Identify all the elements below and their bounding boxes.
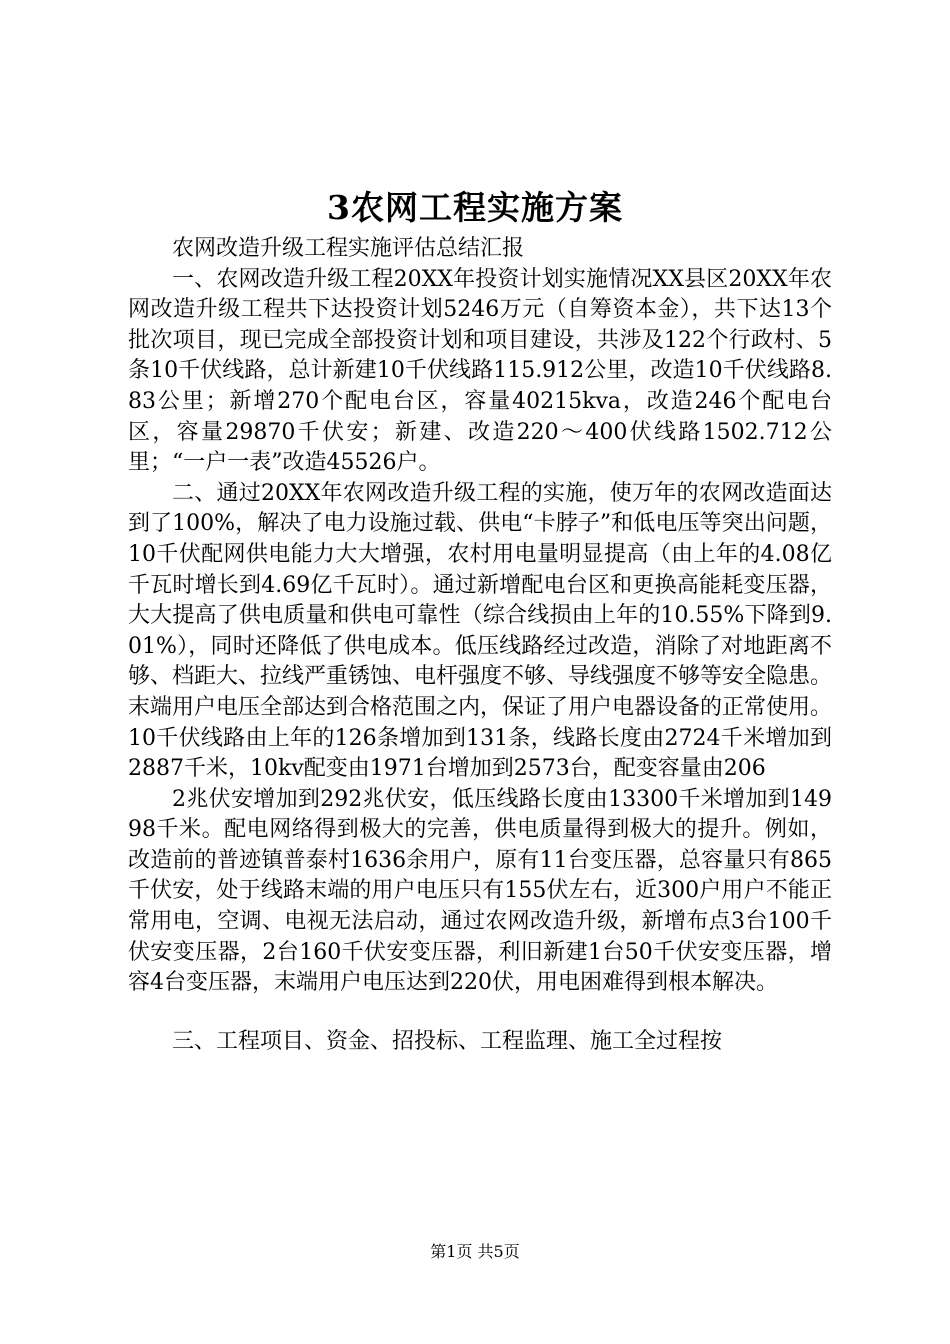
- paragraph-section-three: 三、工程项目、资金、招投标、工程监理、施工全过程按: [172, 1028, 723, 1054]
- report-subtitle: 农网改造升级工程实施评估总结汇报: [172, 236, 525, 261]
- page-footer: 第1页 共5页: [430, 1242, 520, 1261]
- paragraph-investment-plan: 一、农网改造升级工程20XX年投资计划实施情况XX县区20XX年农网改造升级工程共下达投资计划5246万元（自筹资本金），共下达13个批次项目，现已完成全部投资计划和项目建设，共涉及122个行政村、5条10千伏线路，总计新建10千伏线路115.912公里，改造10千伏线路8.83公里；新增270个配电台区，容量40215kva，改造246个配电台区，容量29870千伏安；新建、改造220～400伏线路1502.712公里；“一户一表”改造45526户。: [128, 266, 832, 476]
- paragraph-implementation-effects: 二、通过20XX年农网改造升级工程的实施，使万年的农网改造面达到了100%，解决了电力设施过载、供电“卡脖子”和低电压等突出问题，10千伏配网供电能力大大增强，农村用电量明显提高（由上年的4.08亿千瓦时增长到4.69亿千瓦时）。通过新增配电台区和更换高能耗变压器，大大提高了供电质量和供电可靠性（综合线损由上年的10.55%下降到9.01%），同时还降低了供电成本。低压线路经过改造，消除了对地距离不够、档距大、拉线严重锈蚀、电杆强度不够、导线强度不够等安全隐患。末端用户电压全部达到合格范围之内，保证了用户电器设备的正常使用。10千伏线路由上年的126条增加到131条，线路长度由2724千米增加到2887千米，10kv配变由1971台增加到2573台，配变容量由206: [128, 480, 833, 782]
- paragraph-capacity-example: 2兆伏安增加到292兆伏安，低压线路长度由13300千米增加到14998千米。配电网络得到极大的完善，供电质量得到极大的提升。例如，改造前的普迹镇普泰村1636余用户，原有11台变压器，总容量只有865千伏安，处于线路末端的用户电压只有155伏左右，近300户用户不能正常用电，空调、电视无法启动，通过农网改造升级，新增布点3台100千伏安变压器，2台160千伏安变压器，利旧新建1台50千伏安变压器，增容4台变压器，末端用户电压达到220伏，用电困难得到根本解决。: [128, 786, 832, 996]
- document-title: 3农网工程实施方案: [327, 188, 623, 227]
- document-body: [128, 234, 832, 1057]
